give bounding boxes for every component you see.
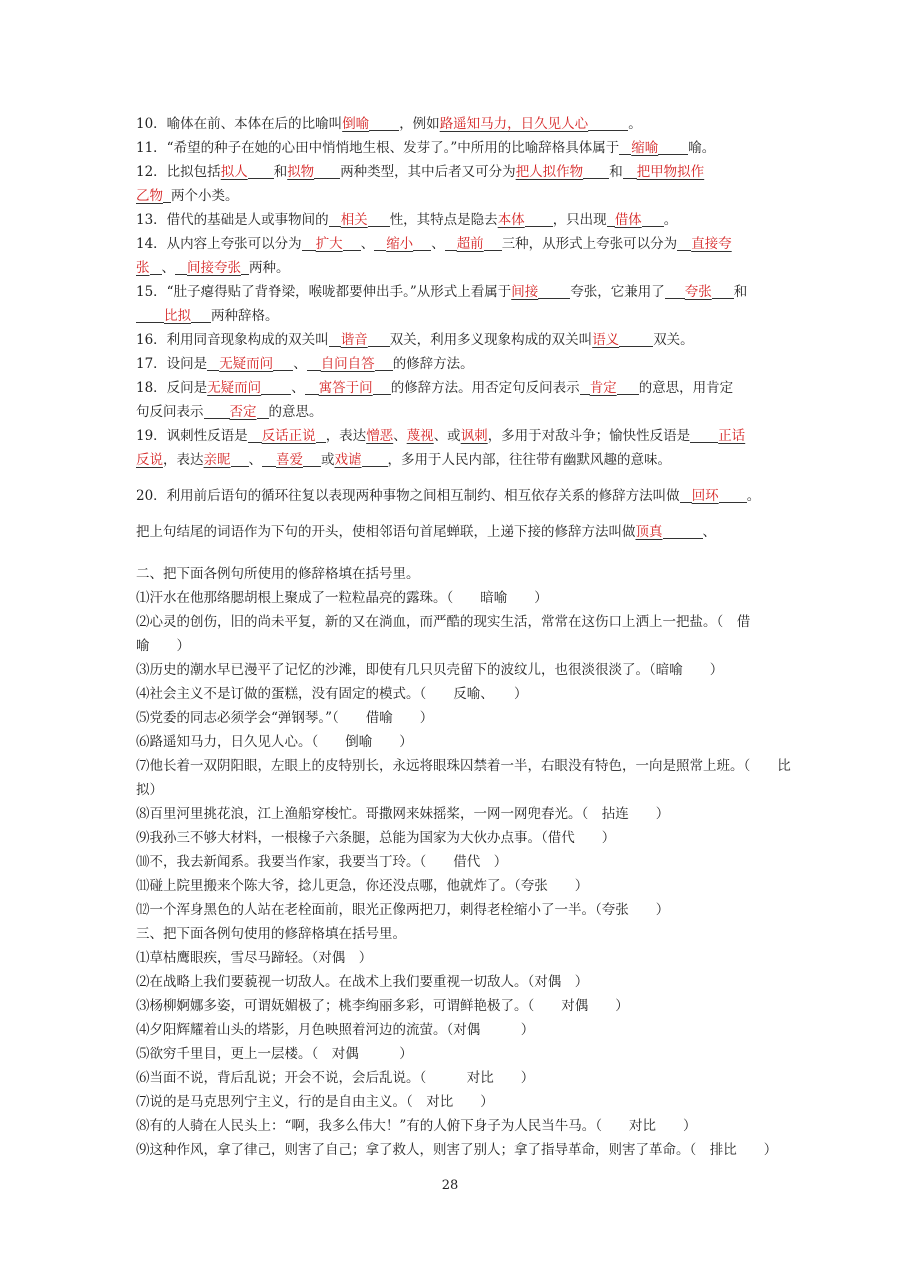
- answer: 扩大: [315, 236, 343, 252]
- question-15: 15．“肚子瘪得贴了背脊梁，喉咙都要伸出手。”从形式上看属于间接 夸张，它兼用了 夸张 和: [136, 284, 748, 300]
- list-item: ⑹路遥知马力，日久见人心。（ 倒喻 ）: [136, 734, 413, 750]
- question-15-cont: 比拟 两种辞格。: [136, 306, 279, 326]
- list-item: ⑺说的是马克思列宁主义，行的是自由主义。（ 对比 ）: [136, 1094, 494, 1110]
- list-item: ⑼这种作风，拿了律己，则害了自己；拿了救人，则害了别人；拿了指导革命，则害了革命。（ 排比 ）: [136, 1142, 778, 1158]
- question-19-cont: 反说，表达亲昵 、 喜爱 或戏谑 ，多用于人民内部，往往带有幽默风趣的意味。: [136, 452, 671, 468]
- question-11: 11．“希望的种子在她的心田中悄悄地生根、发芽了。”中所用的比喻辞格具体属于 缩喻 喻。: [136, 140, 716, 156]
- list-item: ⑿一个浑身黑色的人站在老栓面前，眼光正像两把刀，刺得老栓缩小了一半。（夸张 ）: [136, 902, 670, 918]
- list-item: ⑶杨柳婀娜多姿，可谓妩媚极了；桃李绚丽多彩，可谓鲜艳极了。（ 对偶 ）: [136, 998, 629, 1014]
- answer: 直接夸: [691, 236, 732, 252]
- answer: 相关: [340, 212, 368, 228]
- answer: 缩喻: [631, 140, 659, 156]
- answer: 把甲物拟作: [636, 164, 705, 180]
- list-item: ⑼我孙三不够大材料，一根椽子六条腿，总能为国家为大伙办点事。（借代 ）: [136, 830, 616, 846]
- answer: 张: [136, 260, 150, 276]
- answer: 乙物: [136, 188, 163, 204]
- list-item: ⑾碰上院里搬来个陈大爷，捻儿更急，你还没点哪，他就炸了。（夸张 ）: [136, 878, 589, 894]
- question-17: 17．设问是 无疑而问 、 自问自答 的修辞方法。: [136, 356, 474, 372]
- list-item: ⑻百里河里挑花浪，江上渔船穿梭忙。哥撒网来妹摇桨，一网一网兜春光。（ 拈连 ）: [136, 806, 670, 822]
- answer: 拟物: [287, 164, 315, 180]
- answer: 寓答于问: [318, 380, 373, 396]
- question-20-line2: 把上句结尾的词语作为下句的开头，使相邻语句首尾蝉联，上递下接的修辞方法叫做顶真 、: [136, 524, 716, 540]
- list-item: ⑵心灵的创伤，旧的尚未平复，新的又在淌血，而严酷的现实生活，常常在这伤口上洒上一把盐。（ 借: [136, 614, 751, 630]
- answer: 反话正说: [261, 428, 316, 444]
- answer: 自问自答: [320, 356, 375, 372]
- answer: 顶真: [635, 524, 663, 540]
- section-2-title: 二、把下面各例句所使用的修辞格填在括号里。: [136, 566, 420, 582]
- question-14: 14．从内容上夸张可以分为 扩大 、 缩小 、 超前 三种，从形式上夸张可以分为 直接夸: [136, 236, 732, 252]
- answer: 亲昵: [203, 452, 231, 468]
- question-10: 10．喻体在前、本体在后的比喻叫倒喻 ，例如路遥知马力，日久见人心 。: [136, 116, 642, 132]
- question-12-cont: 乙物 两个小类。: [136, 188, 239, 204]
- answer: 讽刺: [460, 428, 488, 444]
- answer: 本体: [497, 212, 525, 228]
- answer: 蔑视: [406, 428, 434, 444]
- list-item: ⑶历史的潮水早已漫平了记忆的沙滩，即使有几只贝壳留下的波纹儿，也很淡很淡了。（暗喻 ）: [136, 662, 724, 678]
- list-item: ⑺他长着一双阴阳眼，左眼上的皮特别长，永远将眼珠囚禁着一半，右眼没有特色，一向是照常上班。（ 比: [136, 758, 791, 774]
- answer: 回环: [691, 488, 719, 504]
- answer: 戏谑: [334, 452, 362, 468]
- list-item: ⑸欲穷千里目，更上一层楼。（ 对偶 ）: [136, 1046, 413, 1062]
- answer: 缩小: [386, 236, 414, 252]
- list-item: ⑽不，我去新闻系。我要当作家，我要当丁玲。（ 借代 ）: [136, 854, 508, 870]
- answer: 路遥知马力，日久见人心: [439, 116, 589, 132]
- answer: 反说: [136, 452, 163, 468]
- answer: 无疑而问: [207, 380, 262, 396]
- list-item: ⑴汗水在他那络腮胡根上聚成了一粒粒晶亮的露珠。（ 暗喻 ）: [136, 590, 548, 606]
- question-13: 13．借代的基础是人或事物间的 相关 性，其特点是隐去本体 ，只出现 借体 。: [136, 212, 678, 228]
- list-item: ⑻有的人骑在人民头上：“啊，我多么伟大！”有的人俯下身子为人民当牛马。（ 对比 ）: [136, 1118, 697, 1134]
- answer: 拟人: [220, 164, 248, 180]
- list-item: 拟）: [136, 782, 163, 798]
- answer: 无疑而问: [219, 356, 274, 372]
- answer: 语义: [592, 332, 620, 348]
- question-20: 20．利用前后语句的循环往复以表现两种事物之间相互制约、相互依存关系的修辞方法叫做 回环 。: [136, 488, 761, 504]
- list-item: ⑷社会主义不是订做的蛋糕，没有固定的模式。（ 反喻、 ）: [136, 686, 528, 702]
- list-item: ⑹当面不说，背后乱说；开会不说，会后乱说。（ 对比 ）: [136, 1070, 535, 1086]
- answer: 比拟: [164, 308, 191, 324]
- answer: 间接夸张: [187, 260, 241, 276]
- list-item: ⑸党委的同志必须学会“弹钢琴。”（ 借喻 ）: [136, 710, 434, 726]
- answer: 借体: [614, 212, 642, 228]
- answer: 喜爱: [276, 452, 303, 468]
- question-19: 19．讽刺性反语是 反话正说 ，表达憎恶、蔑视、或讽刺，多用于对敌斗争；愉快性反语是 正话: [136, 428, 746, 444]
- answer: 把人拟作物: [515, 164, 584, 180]
- question-14-cont: 张 、 间接夸张 两种。: [136, 260, 290, 276]
- answer: 倒喻: [342, 116, 370, 132]
- page-number: 28: [441, 1178, 459, 1193]
- answer: 正话: [718, 428, 746, 444]
- question-12: 12．比拟包括拟人 和拟物 两种类型，其中后者又可分为把人拟作物 和 把甲物拟作: [136, 164, 705, 180]
- answer: 否定: [229, 404, 257, 420]
- answer: 间接: [511, 284, 539, 300]
- question-18: 18．反问是无疑而问 、 寓答于问 的修辞方法。用否定句反问表示 肯定 的意思，用肯定: [136, 380, 734, 396]
- list-item: 喻 ）: [136, 638, 190, 654]
- question-18-cont: 句反问表示 否定 的意思。: [136, 404, 323, 420]
- answer: 夸张: [684, 284, 712, 300]
- answer: 超前: [456, 236, 484, 252]
- answer: 憎恶: [366, 428, 394, 444]
- question-16: 16．利用同音现象构成的双关叫 谐音 双关，利用多义现象构成的双关叫语义 双关。: [136, 332, 694, 348]
- list-item: ⑷夕阳辉耀着山头的塔影，月色映照着河边的流萤。（对偶 ）: [136, 1022, 535, 1038]
- answer: 谐音: [340, 332, 368, 348]
- section-3-title: 三、把下面各例句使用的修辞格填在括号里。: [136, 926, 406, 942]
- list-item: ⑴草枯鹰眼疾，雪尽马蹄轻。（对偶 ）: [136, 950, 373, 966]
- answer: 肯定: [589, 380, 617, 396]
- list-item: ⑵在战略上我们要藐视一切敌人。在战术上我们要重视一切敌人。（对偶 ）: [136, 974, 589, 990]
